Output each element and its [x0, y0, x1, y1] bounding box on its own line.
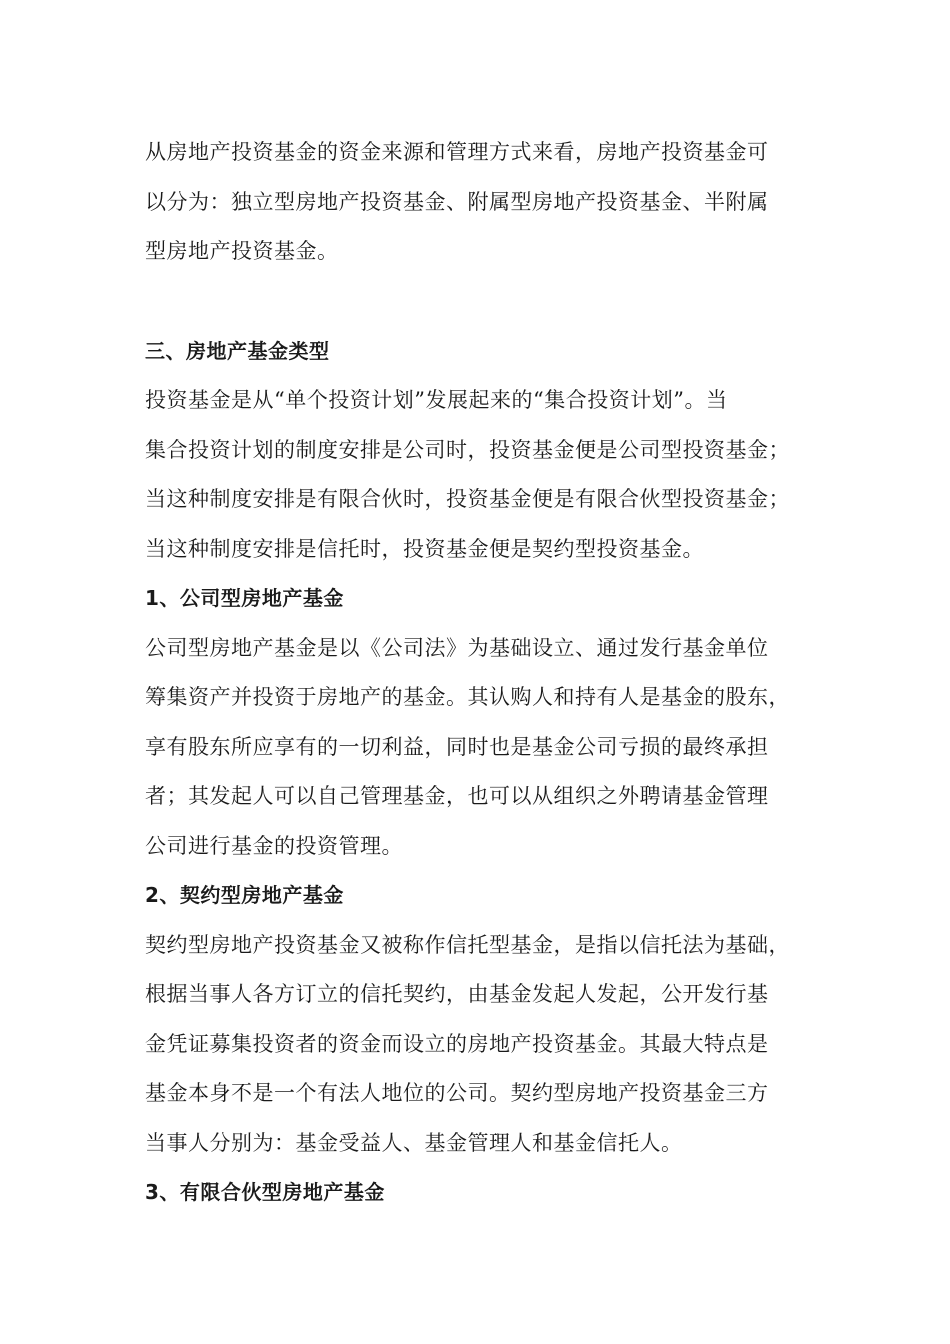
paragraph-line: 金凭证募集投资者的资金而设立的房地产投资基金。其最大特点是	[145, 1031, 769, 1056]
paragraph-line: 公司型房地产基金是以《公司法》为基础设立、通过发行基金单位	[145, 635, 769, 660]
blank-line	[145, 277, 825, 327]
paragraph-line: 基金本身不是一个有法人地位的公司。契约型房地产投资基金三方	[145, 1081, 769, 1105]
document-page	[145, 128, 825, 1218]
paragraph-line: 筹集资产并投资于房地产的基金。其认购人和持有人是基金的股东，	[145, 685, 790, 709]
paragraph-line: 以分为：独立型房地产投资基金、附属型房地产投资基金、半附属	[145, 189, 769, 214]
intro-paragraph	[145, 128, 825, 277]
paragraph-line: 公司进行基金的投资管理。	[145, 833, 403, 858]
section-3-paragraph	[145, 376, 825, 574]
paragraph-line: 型房地产投资基金。	[145, 239, 339, 263]
paragraph-line: 根据当事人各方订立的信托契约，由基金发起人发起，公开发行基	[145, 982, 769, 1006]
paragraph-line: 当这种制度安排是有限合伙时，投资基金便是有限合伙型投资基金；	[145, 487, 790, 511]
paragraph-line: 当事人分别为：基金受益人、基金管理人和基金信托人。	[145, 1130, 683, 1155]
paragraph-line: 享有股东所应享有的一切利益，同时也是基金公司亏损的最终承担	[145, 734, 769, 759]
paragraph-line: 当这种制度安排是信托时，投资基金便是契约型投资基金。	[145, 536, 704, 561]
paragraph-line: 投资基金是从“单个投资计划”发展起来的“集合投资计划”。当	[145, 388, 728, 412]
section-heading-3: 三、房地产基金类型	[145, 338, 330, 363]
subsection-heading-2: 2、契约型房地产基金	[145, 883, 344, 907]
paragraph-line: 集合投资计划的制度安排是公司时，投资基金便是公司型投资基金；	[145, 437, 790, 462]
paragraph-line: 契约型房地产投资基金又被称作信托型基金，是指以信托法为基础，	[145, 932, 790, 957]
subsection-heading-1: 1、公司型房地产基金	[145, 586, 344, 610]
subsection-1-paragraph	[145, 624, 825, 872]
paragraph-line: 者；其发起人可以自己管理基金，也可以从组织之外聘请基金管理	[145, 784, 769, 808]
paragraph-line: 从房地产投资基金的资金来源和管理方式来看，房地产投资基金可	[145, 140, 769, 164]
subsection-heading-3: 3、有限合伙型房地产基金	[145, 1180, 385, 1204]
subsection-2-paragraph	[145, 921, 825, 1169]
